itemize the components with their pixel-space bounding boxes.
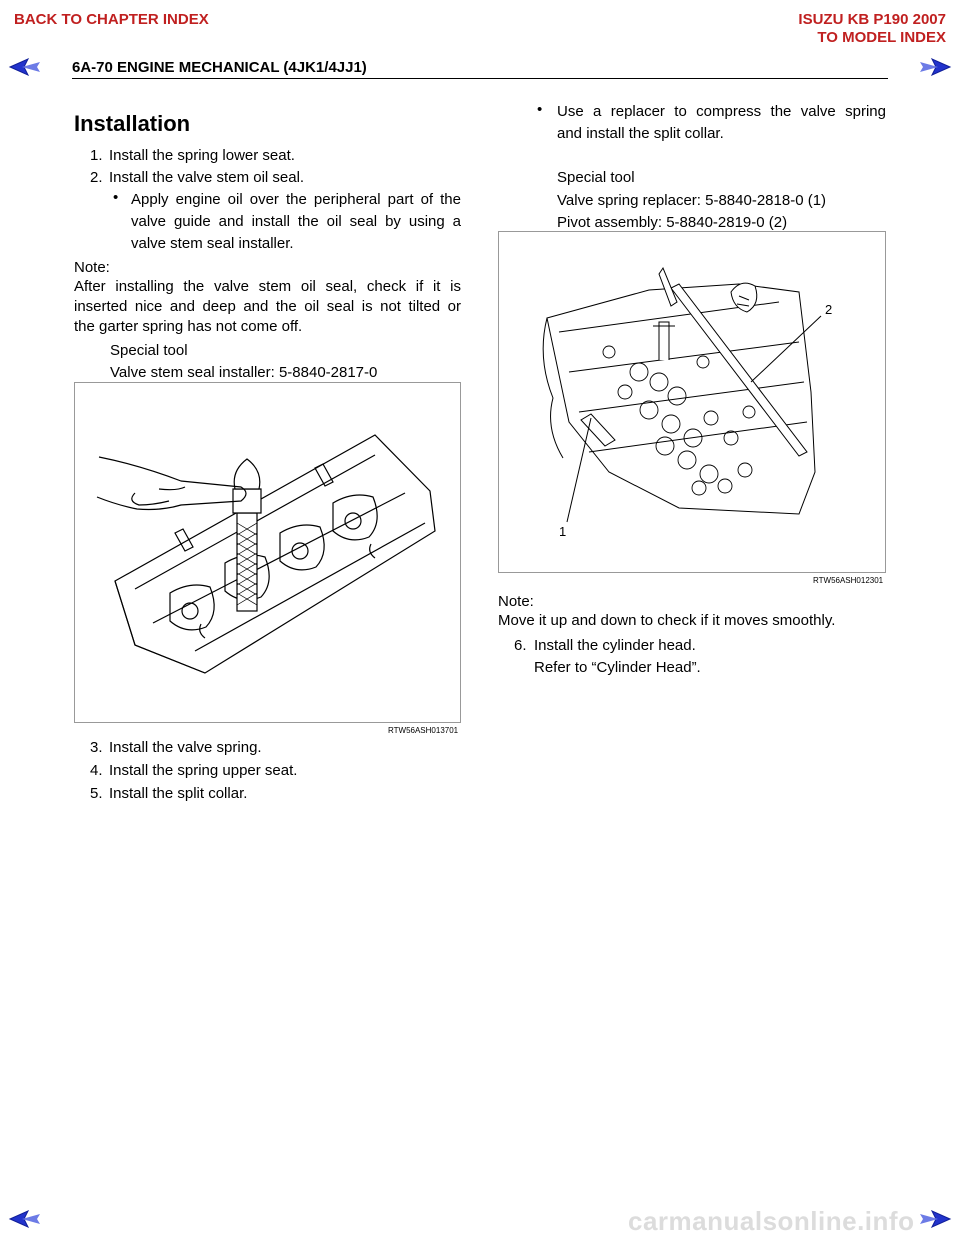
- step-text: Install the spring lower seat.: [109, 147, 295, 164]
- prev-page-arrow-icon[interactable]: [8, 58, 42, 76]
- step-text: Install the spring upper seat.: [109, 762, 298, 779]
- bullet-line: valve stem seal installer.: [131, 235, 294, 252]
- step-text: Install the cylinder head.: [534, 637, 696, 654]
- next-page-arrow-icon[interactable]: [918, 1210, 952, 1228]
- page-header-title: 6A-70 ENGINE MECHANICAL (4JK1/4JJ1): [72, 59, 367, 76]
- bullet-line: Apply engine oil over the peripheral part of the: [131, 191, 461, 208]
- prev-page-arrow-icon[interactable]: [8, 1210, 42, 1228]
- special-tool-label: Special tool: [110, 342, 188, 359]
- special-tool-value: Valve spring replacer: 5-8840-2818-0 (1): [557, 192, 827, 209]
- step-number: 4.: [90, 762, 103, 779]
- figure-valve-spring-replacer: [498, 231, 886, 573]
- step-number: 1.: [90, 147, 103, 164]
- step-text: Install the split collar.: [109, 785, 248, 802]
- figure-caption: RTW56ASH013701: [388, 726, 459, 735]
- step-number: 2.: [90, 169, 103, 186]
- note-line: After installing the valve stem oil seal, check if it is: [74, 278, 461, 295]
- note-line: Move it up and down to check if it moves smoothly.: [498, 612, 836, 629]
- step-text: Install the valve stem oil seal.: [109, 169, 305, 186]
- bullet-line: Use a replacer to compress the valve spring: [557, 103, 886, 120]
- valve-spring-replacer-illustration: [499, 232, 885, 572]
- step-number: 5.: [90, 785, 103, 802]
- note-line: the garter spring has not come off.: [74, 318, 303, 335]
- step-number: 6.: [514, 637, 527, 654]
- note-line: inserted nice and deep and the oil seal is not tilted or: [74, 298, 461, 315]
- step-text: Install the valve spring.: [109, 739, 262, 756]
- step-reference: Refer to “Cylinder Head”.: [534, 659, 701, 676]
- back-to-chapter-index-link[interactable]: BACK TO CHAPTER INDEX: [14, 11, 209, 28]
- special-tool-value: Valve stem seal installer: 5-8840-2817-0: [110, 364, 378, 381]
- bullet-icon: •: [113, 189, 119, 206]
- next-page-arrow-icon[interactable]: [918, 58, 952, 76]
- bullet-line: and install the split collar.: [557, 125, 724, 142]
- header-divider: [72, 78, 888, 79]
- seal-installer-illustration: [75, 383, 460, 722]
- installation-heading: Installation: [74, 111, 191, 136]
- bullet-icon: •: [537, 101, 543, 118]
- step-number: 3.: [90, 739, 103, 756]
- special-tool-label: Special tool: [557, 169, 635, 186]
- note-label: Note:: [74, 259, 110, 276]
- to-model-index-link[interactable]: TO MODEL INDEX: [817, 29, 946, 46]
- note-label: Note:: [498, 593, 534, 610]
- figure-caption: RTW56ASH012301: [813, 576, 884, 585]
- special-tool-value: Pivot assembly: 5-8840-2819-0 (2): [557, 214, 788, 231]
- callout-2: 2: [825, 302, 833, 317]
- model-title-link[interactable]: ISUZU KB P190 2007: [798, 11, 946, 28]
- callout-1: 1: [559, 524, 567, 539]
- figure-seal-installer: [74, 382, 461, 723]
- bullet-line: valve guide and install the oil seal by using a: [131, 213, 461, 230]
- watermark-text: carmanualsonline.info: [628, 1206, 915, 1236]
